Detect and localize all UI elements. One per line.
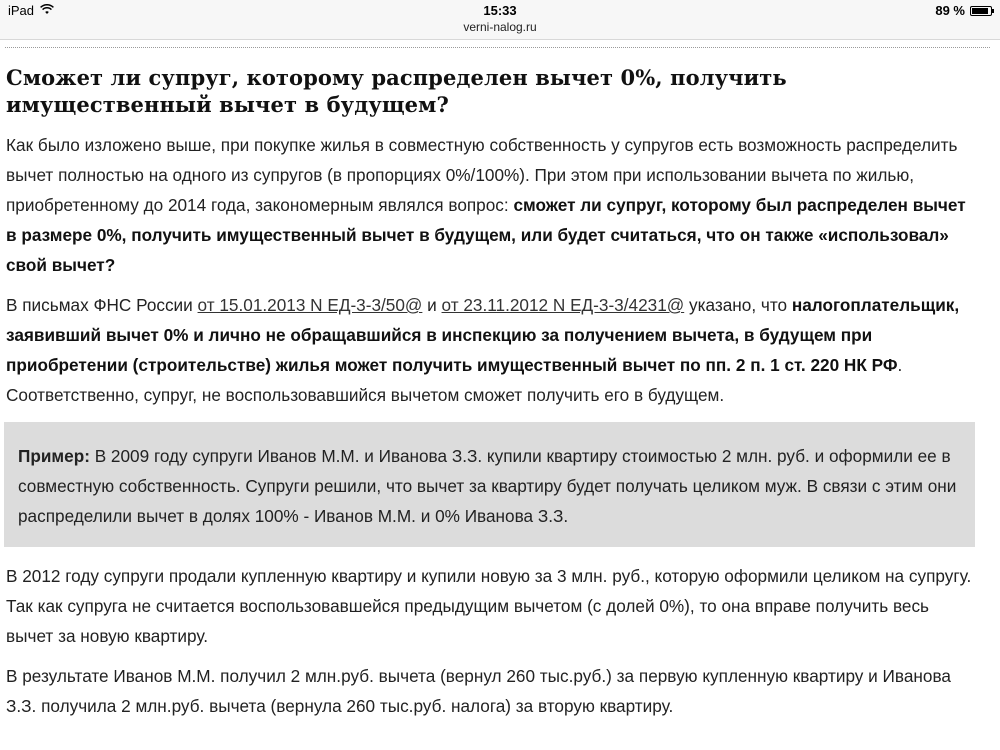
section-divider bbox=[5, 47, 990, 48]
paragraph-fns-letters bbox=[6, 290, 978, 410]
example-text: В 2009 году супруги Иванов М.М. и Иванова З.З. купили квартиру стоимостью 2 млн. руб. и оформили ее в совместную собственность. Супруги решили, что вычет за квартиру будет получать целиком муж. В связи с этим они распределили вычет в долях 100% - Иванов М.М. и 0% Иванова З.З. bbox=[18, 446, 957, 526]
battery-level bbox=[972, 8, 988, 14]
article-heading: Сможет ли супруг, которому распределен вычет 0%, получить имущественный вычет в будущем? bbox=[6, 65, 787, 117]
device-name: iPad bbox=[8, 3, 35, 18]
fns-intro-text: В письмах ФНС России bbox=[6, 295, 198, 315]
battery-percent: 89 % bbox=[935, 3, 965, 18]
paragraph-intro-bold: сможет ли супруг, которому был распределен вычет в размере 0%, получить имущественный вычет в будущем, или будет считаться, что он также «использовал» свой вычет? bbox=[6, 195, 966, 275]
fns-and-text: и bbox=[422, 295, 442, 315]
clock: 15:33 bbox=[483, 3, 517, 18]
status-bar bbox=[0, 0, 1000, 40]
battery-icon bbox=[970, 6, 992, 16]
paragraph-result: В результате Иванов М.М. получил 2 млн.руб. вычета (вернул 260 тыс.руб.) за первую купленную квартиру и Иванова З.З. получила 2 млн.руб. вычета (вернула 260 тыс.руб. налога) за вторую квартиру. bbox=[6, 666, 951, 716]
example-box bbox=[4, 422, 975, 547]
fns-mid-text: указано, что bbox=[684, 295, 792, 315]
paragraph-intro-text: Как было изложено выше, при покупке жилья в совместную собственность у супругов есть возможность распределить вычет полностью на одного из супругов (в пропорциях 0%/100%). При этом при использовании вычета по жилью, приобретенному до 2014 года, закономерным являлся вопрос: bbox=[6, 135, 958, 215]
example-paragraph bbox=[18, 441, 963, 531]
paragraph-intro bbox=[6, 130, 978, 280]
example-label: Пример: bbox=[18, 446, 90, 466]
letter-link-2[interactable]: от 23.11.2012 N ЕД-3-3/4231@ bbox=[441, 295, 685, 315]
letter-link-1[interactable]: от 15.01.2013 N ЕД-3-3/50@ bbox=[197, 295, 423, 315]
status-right bbox=[935, 3, 992, 18]
fns-outro-text: . Соответственно, супруг, не воспользовавшийся вычетом сможет получить его в будущем. bbox=[6, 355, 903, 405]
article-content bbox=[6, 64, 978, 731]
paragraph-2012-sale: В 2012 году супруги продали купленную квартиру и купили новую за 3 млн. руб., которую оформили целиком на супругу. Так как супруга не считается воспользовавшейся предыдущим вычетом (с долей 0%), то она вправе получить весь вычет за новую квартиру. bbox=[6, 566, 972, 646]
fns-bold-text: налогоплательщик, заявивший вычет 0% и лично не обращавшийся в инспекцию за получением вычета, в будущем при приобретении (строительстве) жилья может получить имущественный вычет по пп. 2 п. 1 ст. 220 НК РФ bbox=[6, 295, 960, 375]
address-bar-url[interactable]: verni-nalog.ru bbox=[463, 20, 537, 34]
